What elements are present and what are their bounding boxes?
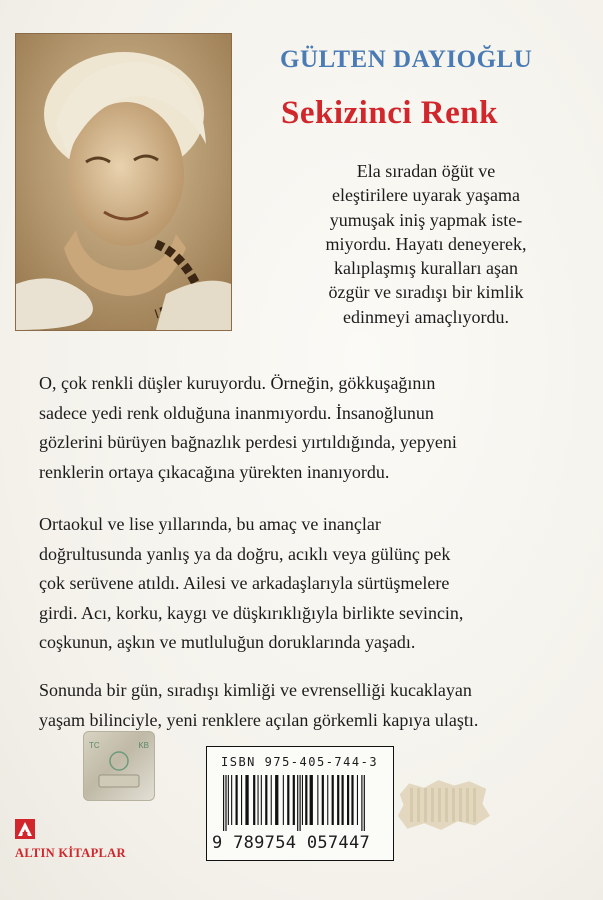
ean-digits: 9 789754 057447 [212, 833, 371, 853]
book-title: Sekizinci Renk [281, 95, 498, 131]
paragraph-line: gözlerini bürüyen bağnazlık perdesi yırtıldığında, yepyeni [39, 432, 457, 452]
paragraph-line: Ortaokul ve lise yıllarında, bu amaç ve inançlar [39, 514, 381, 534]
barcode-bar [223, 775, 224, 831]
blurb-line: kalıplaşmış kuralları aşan [334, 258, 518, 279]
barcode-bar [228, 775, 229, 825]
paragraph-line: O, çok renkli düşler kuruyordu. Örneğin, gökkuşağının [39, 373, 436, 393]
paragraph-1 [39, 369, 599, 487]
paragraph-line: doğrultusunda yanlış ya da doğru, acıklı veya gülünç pek [39, 543, 451, 564]
sticker-label-left: TC [89, 741, 100, 750]
paragraph-line: sadece yedi renk olduğuna inanmıyordu. İnsanoğlunun [39, 402, 434, 423]
sticker-label-right: KB [138, 741, 149, 750]
barcode-bar [351, 775, 353, 825]
barcode-bar [347, 775, 349, 825]
barcode-bar [337, 775, 339, 825]
barcode-bar [297, 775, 298, 831]
barcode-bar [342, 775, 344, 825]
barcode [221, 775, 379, 831]
isbn-number: ISBN 975-405-744-3 [221, 755, 379, 769]
blurb-line: edinmeyi amaçlıyordu. [343, 306, 509, 327]
barcode-bar [241, 775, 242, 825]
barcode-bar [258, 775, 259, 825]
paragraph-line: renklerin ortaya çıkacağına yürekten inanıyordu. [39, 461, 390, 482]
barcode-bar [287, 775, 289, 825]
publisher-name: ALTIN KİTAPLAR [15, 846, 126, 860]
paragraph-line: Sonunda bir gün, sıradışı kimliği ve evrenselliği kucaklayan [39, 680, 472, 700]
blurb-line: yumuşak iniş yapmak iste- [329, 209, 523, 230]
paragraph-line: girdi. Acı, korku, kaygı ve düşkırıklığıyla birlikte sevincin, [39, 602, 464, 623]
barcode-bar [302, 775, 303, 825]
barcode-bar [245, 775, 248, 825]
blurb-line: eleştirilere uyarak yaşama [332, 185, 520, 206]
author-name: GÜLTEN DAYIOĞLU [280, 46, 533, 73]
hologram-sticker-icon [83, 731, 155, 801]
barcode-bar [253, 775, 255, 825]
torn-sticker-residue [396, 778, 490, 832]
barcode-bar [322, 775, 324, 825]
barcode-bar [275, 775, 278, 825]
barcode-bar [236, 775, 238, 825]
paragraph-3 [39, 676, 599, 735]
blurb-text [266, 159, 586, 329]
paragraph-line: çok serüvene atıldı. Ailesi ve arkadaşlarıyla sürtüşmelere [39, 573, 450, 593]
paragraph-2 [39, 510, 599, 658]
barcode-bar [317, 775, 318, 825]
barcode-bar [293, 775, 295, 825]
barcode-bar [361, 775, 362, 831]
barcode-bar [225, 775, 226, 831]
blurb-line: miyordu. Hayatı deneyerek, [325, 233, 527, 254]
barcode-bar [327, 775, 328, 825]
barcode-bar [310, 775, 313, 825]
altin-kitaplar-logo-icon [15, 819, 35, 839]
barcode-bar [357, 775, 358, 825]
isbn-barcode-box [206, 746, 394, 861]
barcode-bar [261, 775, 262, 825]
paragraph-line: yaşam bilinciyle, yeni renklere açılan görkemli kapıya ulaştı. [39, 709, 479, 730]
barcode-bar [271, 775, 272, 825]
barcode-bar [305, 775, 307, 825]
paragraph-line: coşkunun, aşkın ve mutluluğun doruklarında yaşadı. [39, 632, 416, 652]
barcode-bar [283, 775, 284, 825]
barcode-bar [300, 775, 301, 831]
barcode-bar [364, 775, 365, 831]
author-photo [15, 33, 232, 331]
barcode-bar [231, 775, 232, 825]
barcode-bar [265, 775, 267, 825]
blurb-line: Ela sıradan öğüt ve [356, 161, 496, 181]
barcode-bar [332, 775, 334, 825]
blurb-line: özgür ve sıradışı bir kimlik [328, 282, 524, 303]
